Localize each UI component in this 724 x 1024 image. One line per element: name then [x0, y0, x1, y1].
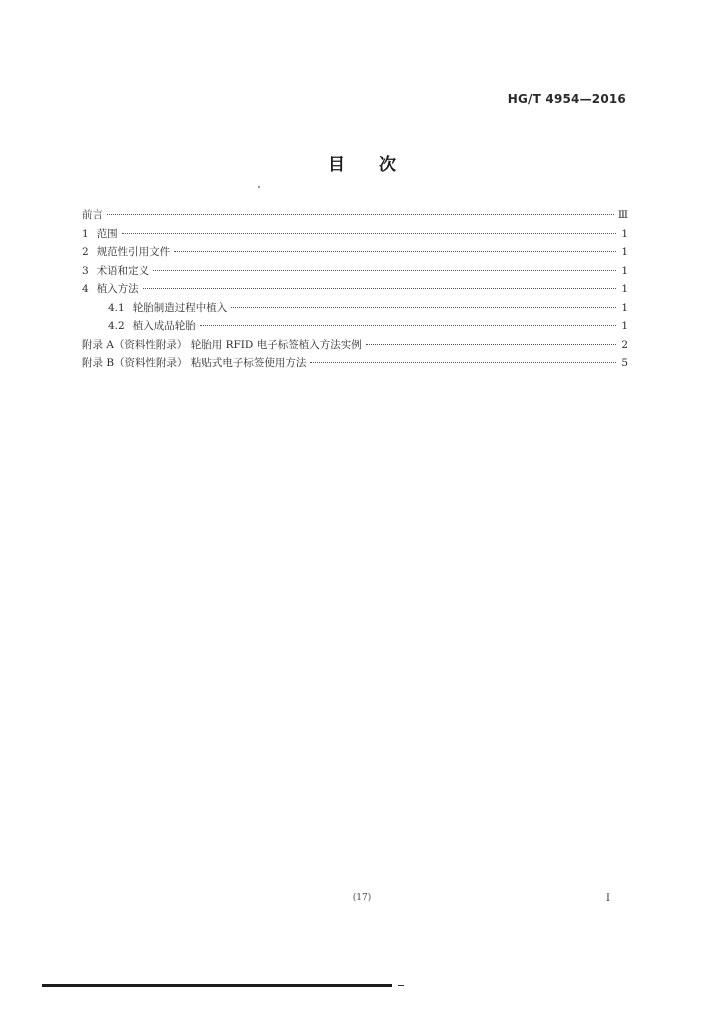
- toc-leader-dots: [310, 362, 616, 363]
- toc-entry-number: 4.2: [108, 320, 125, 332]
- toc-leader-dots: [107, 214, 614, 215]
- toc-entry-text: 轮胎制造过程中植入: [132, 301, 228, 314]
- toc-entry-page: Ⅲ: [617, 209, 628, 221]
- toc-entry-page: 1: [621, 246, 628, 258]
- toc-entry-number: 3: [82, 264, 89, 277]
- footer-center-mark: (17): [352, 893, 372, 903]
- toc-leader-dots: [231, 307, 616, 308]
- toc-entry-page: 1: [621, 264, 628, 277]
- toc-entry-text: 植入成品轮胎: [132, 320, 196, 332]
- toc-entry-number: 4.1: [108, 301, 125, 314]
- toc-leader-dots: [122, 233, 616, 234]
- bottom-rule-tick: [398, 985, 404, 986]
- toc-leader-dots: [153, 270, 616, 271]
- scan-speck: [258, 186, 260, 188]
- toc-entry-implant-methods[interactable]: [82, 280, 628, 299]
- bottom-rule: [42, 984, 392, 987]
- toc-entry-normative-references[interactable]: [82, 243, 628, 262]
- toc-leader-dots: [200, 325, 616, 326]
- toc-entry-scope[interactable]: [82, 225, 628, 244]
- standard-number: HG/T 4954—2016: [507, 92, 626, 106]
- toc-leader-dots: [143, 288, 616, 289]
- toc-entry-text: 植入方法: [96, 283, 139, 295]
- toc-entry-page: 1: [621, 320, 628, 332]
- toc-entry-text: 附录 A（资料性附录） 轮胎用 RFID 电子标签植入方法实例: [82, 338, 362, 351]
- toc-leader-dots: [174, 251, 616, 252]
- toc-entry-page: 1: [621, 227, 628, 240]
- toc-entry-number: 4: [82, 283, 89, 295]
- toc-entry-annex-b[interactable]: [82, 354, 628, 373]
- toc-entry-annex-a[interactable]: [82, 336, 628, 355]
- page-number: I: [606, 893, 610, 904]
- toc-entry-page: 5: [621, 357, 628, 369]
- page-title: 目次: [328, 155, 430, 175]
- toc-leader-dots: [366, 344, 616, 345]
- toc-entry-implant-during-manufacture[interactable]: [82, 299, 628, 318]
- toc-entry-terms-definitions[interactable]: [82, 262, 628, 281]
- toc-entry-page: 2: [621, 338, 628, 351]
- toc-entry-number: 1: [82, 227, 89, 240]
- toc-entry-number: 2: [82, 246, 89, 258]
- table-of-contents: [82, 206, 628, 373]
- toc-entry-foreword[interactable]: [82, 206, 628, 225]
- toc-entry-text: 规范性引用文件: [96, 246, 171, 258]
- toc-entry-implant-finished-tire[interactable]: [82, 317, 628, 336]
- toc-entry-text: 术语和定义: [96, 264, 150, 277]
- toc-entry-text: 范围: [96, 227, 118, 240]
- toc-entry-text: 前言: [82, 209, 103, 221]
- toc-entry-page: 1: [621, 283, 628, 295]
- toc-entry-page: 1: [621, 301, 628, 314]
- toc-entry-text: 附录 B（资料性附录） 粘贴式电子标签使用方法: [82, 357, 307, 369]
